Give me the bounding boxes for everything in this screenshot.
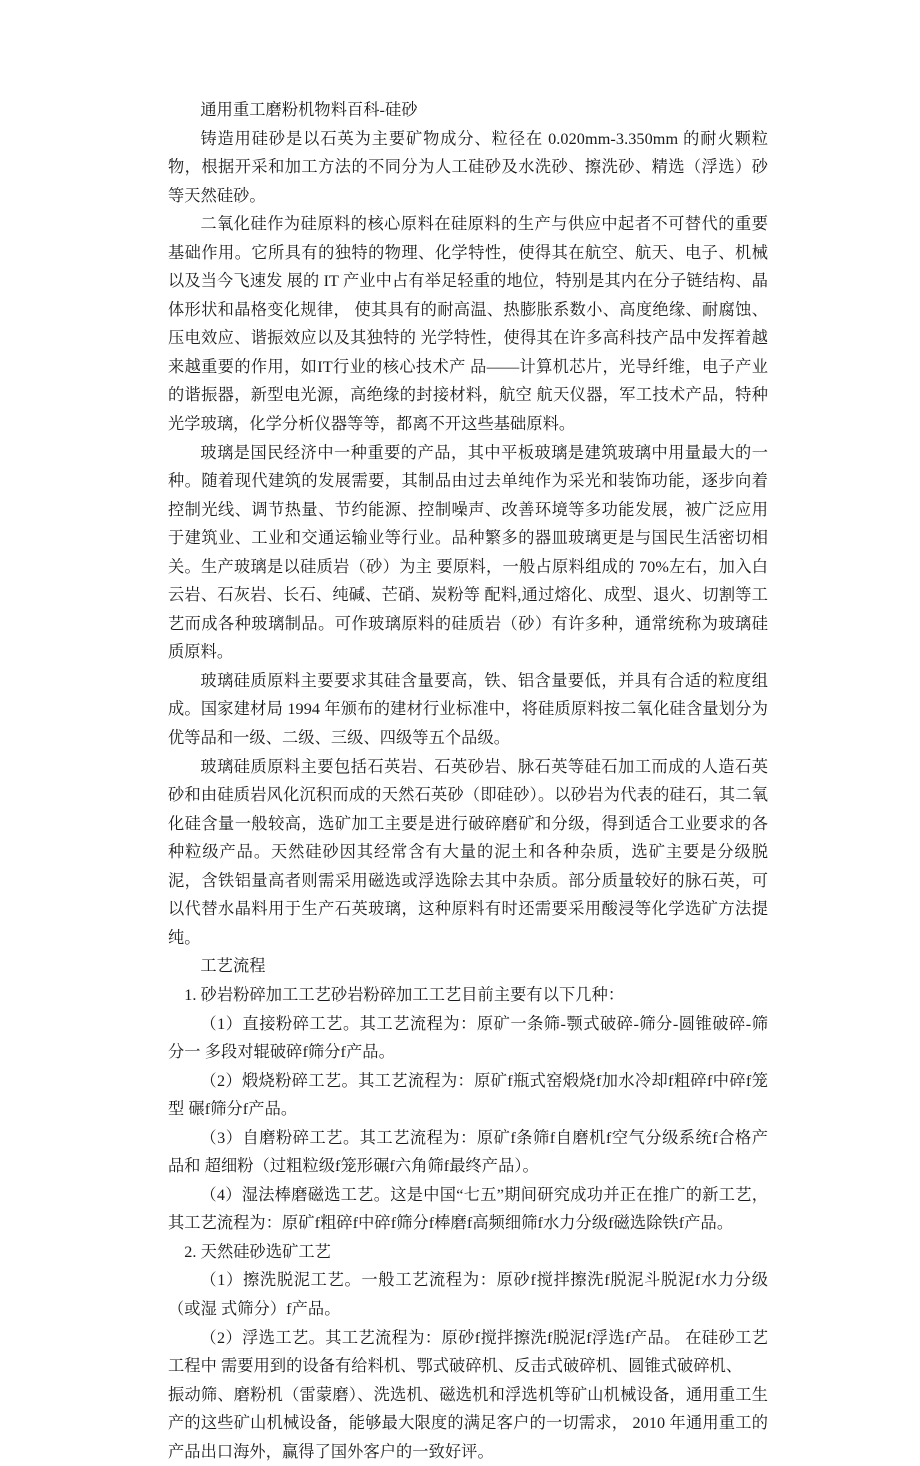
list-item-1-1: （1）直接粉碎工艺。其工艺流程为：原矿一条筛-颚式破碎-筛分-圆锥破碎-筛分一 多段对辊破碎f筛分f产品。 bbox=[168, 1014, 768, 1062]
list-item-2-1: （1）擦洗脱泥工艺。一般工艺流程为：原砂f搅拌擦洗f脱泥斗脱泥f水力分级（或湿 式筛分）f产品。 bbox=[168, 1271, 768, 1318]
paragraph-glass-economy: 玻璃是国民经济中一种重要的产品，其中平板玻璃是建筑玻璃中用量最大的一种。随着现代建筑的发展需要，其制品由过去单纯作为采光和装饰功能，逐步向着控制光线、调节热量、节约能源、控制噪声、改善环境等多功能发展，被广泛应用于建筑业、工业和交通运输业等行业。品种繁多的器皿玻璃更是与国民生活密切相关。生产玻璃是以硅质岩（砂）为主 要原料，一般占原料组成的 70%左右，加入白云岩、石灰岩、长石、纯碱、芒硝、炭粉等 配料,通过熔化、成型、退火、切割等工艺而成各种玻璃制品。可作玻璃原料的硅质岩（砂）有许多种，通常统称为玻璃硅质原料。 bbox=[168, 443, 768, 662]
list-item-1-2: （2）煅烧粉碎工艺。其工艺流程为：原矿f瓶式窑煅烧f加水冷却f粗碎f中碎f笼型 碾f筛分f产品。 bbox=[168, 1071, 768, 1119]
paragraph-glass-silica-requirements: 玻璃硅质原料主要要求其硅含量要高，铁、铝含量要低，并具有合适的粒度组成。国家建材局 1994 年颁布的建材行业标准中，将硅质原料按二氧化硅含量划分为优等品和一级、二级、三级、四级等五个品级。 bbox=[168, 671, 768, 748]
list-item-2-2: （2）浮选工艺。其工艺流程为：原砂f搅拌擦洗f脱泥f浮选f产品。 在硅砂工艺工程中 需要用到的设备有给料机、鄂式破碎机、反击式破碎机、圆锥式破碎机、 bbox=[168, 1328, 768, 1376]
list-item-1: 1. 砂岩粉碎加工工艺砂岩粉碎加工工艺目前主要有以下几种： bbox=[184, 985, 625, 1004]
list-item-2: 2. 天然硅砂选矿工艺 bbox=[184, 1242, 331, 1261]
paragraph-silica-core: 二氧化硅作为硅原料的核心原料在硅原料的生产与供应中起者不可替代的重要基础作用。它所具有的独特的物理、化学特性，使得其在航空、航天、电子、机械以及当今飞速发 展的 IT 产业中占有举足轻重的地位，特别是其内在分子链结构、晶体形状和晶格变化规律， 使其具有的耐高温、热膨胀系数小、高度绝缘、耐腐蚀、压电效应、谐振效应以及其独特的 光学特性，使得其在许多高科技产品中发挥着越来越重要的作用，如IT行业的核心技术产 品——计算机芯片，光导纤维，电子产业的谐振器，新型电光源，高绝缘的封接材料，航空 航天仪器，军工技术产品，特种光学玻璃，化学分析仪器等等，都离不开这些基础原料。 bbox=[168, 215, 768, 434]
paragraph-glass-silica-types: 玻璃硅质原料主要包括石英岩、石英砂岩、脉石英等硅石加工而成的人造石英砂和由硅质岩风化沉积而成的天然石英砂（即硅砂）。以砂岩为代表的硅石，其二氧化硅含量一般较高，选矿加工主要是进行破碎磨矿和分级，得到适合工业要求的各种粒级产品。天然硅砂因其经常含有大量的泥土和各种杂质，选矿主要是分级脱泥，含铁铝量高者则需采用磁选或浮选除去其中杂质。部分质量较好的脉石英，可以代替水晶料用于生产石英玻璃，这种原料有时还需要采用酸浸等化学选矿方法提纯。 bbox=[168, 757, 768, 947]
paragraph-equipment-list: 振动筛、磨粉机（雷蒙磨）、洗选机、磁选机和浮选机等矿山机械设备，通用重工生产的这些矿山机械设备，能够最大限度的满足客户的一切需求， 2010 年通用重工的产品出口海外，赢得了国外客户的一致好评。 bbox=[168, 1385, 768, 1461]
list-item-1-4: （4）湿法棒磨磁选工艺。这是中国“七五”期间研究成功并正在推广的新工艺，其工艺流程为：原矿f粗碎f中碎f筛分f棒磨f高频细筛f水力分级f磁选除铁f产品。 bbox=[168, 1185, 768, 1233]
page-title: 通用重工磨粉机物料百科-硅砂 bbox=[200, 101, 418, 119]
list-item-1-3: （3）自磨粉碎工艺。其工艺流程为：原矿f条筛f自磨机f空气分级系统f合格产品和 超细粉（过粗粒级f笼形碾f六角筛f最终产品）。 bbox=[168, 1128, 768, 1176]
heading-process-flow: 工艺流程 bbox=[200, 957, 266, 976]
document-body bbox=[168, 96, 768, 1466]
paragraph-casting-sand: 铸造用硅砂是以石英为主要矿物成分、粒径在 0.020mm-3.350mm 的耐火颗粒物，根据开采和加工方法的不同分为人工硅砂及水洗砂、擦洗砂、精选（浮选）砂等天然硅砂。 bbox=[168, 129, 768, 205]
